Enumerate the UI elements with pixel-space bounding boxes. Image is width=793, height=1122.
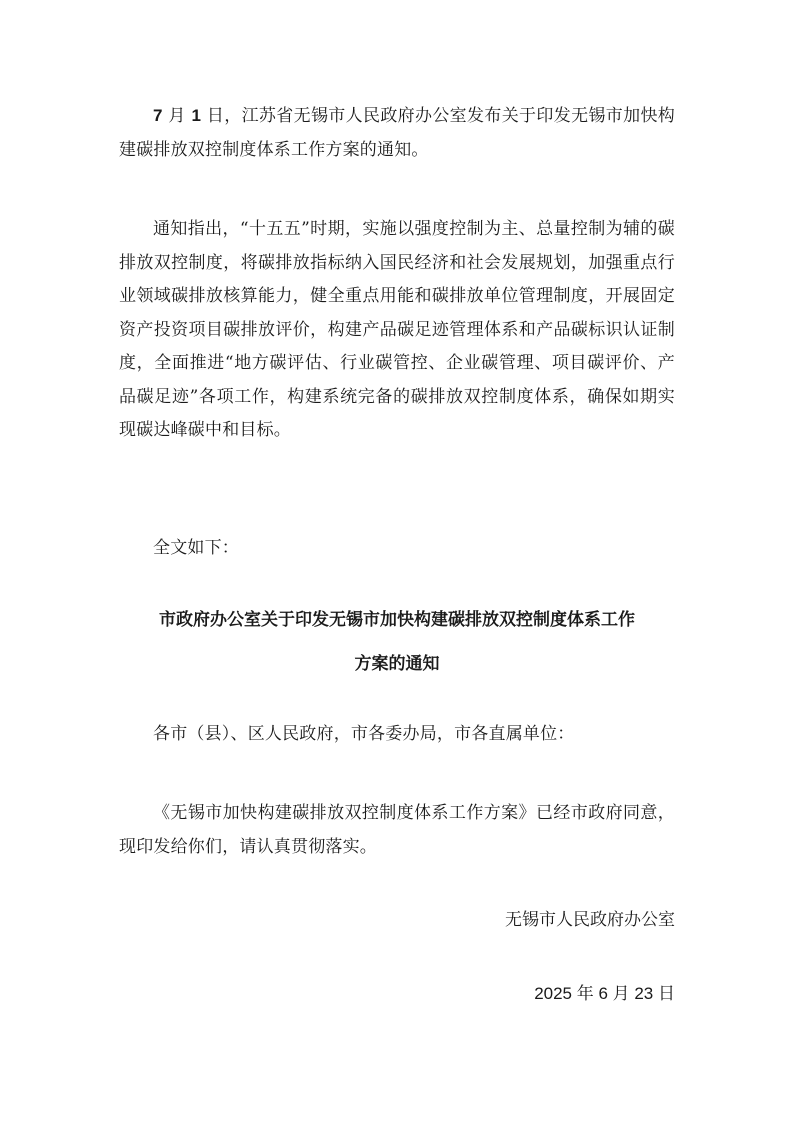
intro-paragraph (119, 99, 675, 167)
body-paragraph: 《无锡市加快构建碳排放双控制度体系工作方案》已经市政府同意，现印发给你们，请认真贯彻落实。 (119, 803, 675, 857)
intro-day: 1 (191, 106, 202, 125)
intro-text: 日，江苏省无锡市人民政府办公室发布关于印发无锡市加快构建碳排放双控制度体系工作方案的通知。 (119, 106, 675, 160)
full-text-label: 全文如下： (153, 538, 239, 558)
notice-title (119, 598, 675, 686)
intro-month-label: 月 (162, 106, 192, 126)
issuer-signature: 无锡市人民政府办公室 (505, 910, 675, 930)
addressee-line: 各市（县）、区人民政府，市各委办局，市各直属单位： (153, 724, 575, 744)
notice-title-line2: 方案的通知 (354, 654, 440, 674)
summary-paragraph: 通知指出，“十五五”时期，实施以强度控制为主、总量控制为辅的碳排放双控制度，将碳排放指标纳入国民经济和社会发展规划，加强重点行业领域碳排放核算能力，健全重点用能和碳排放单位管理制度，开展固定资产投资项目碳排放评价，构建产品碳足迹管理体系和产品碳标识认证制度，全面推进“地方碳评估、行业碳管控、企业碳管理、项目碳评价、产品碳足迹”各项工作，构建系统完备的碳排放双控制度体系，确保如期实现碳达峰碳中和目标。 (119, 219, 675, 440)
issue-date: 2025 年 6 月 23 日 (534, 984, 675, 1003)
intro-month: 7 (153, 106, 163, 125)
notice-title-line1: 市政府办公室关于印发无锡市加快构建碳排放双控制度体系工作 (159, 610, 635, 630)
